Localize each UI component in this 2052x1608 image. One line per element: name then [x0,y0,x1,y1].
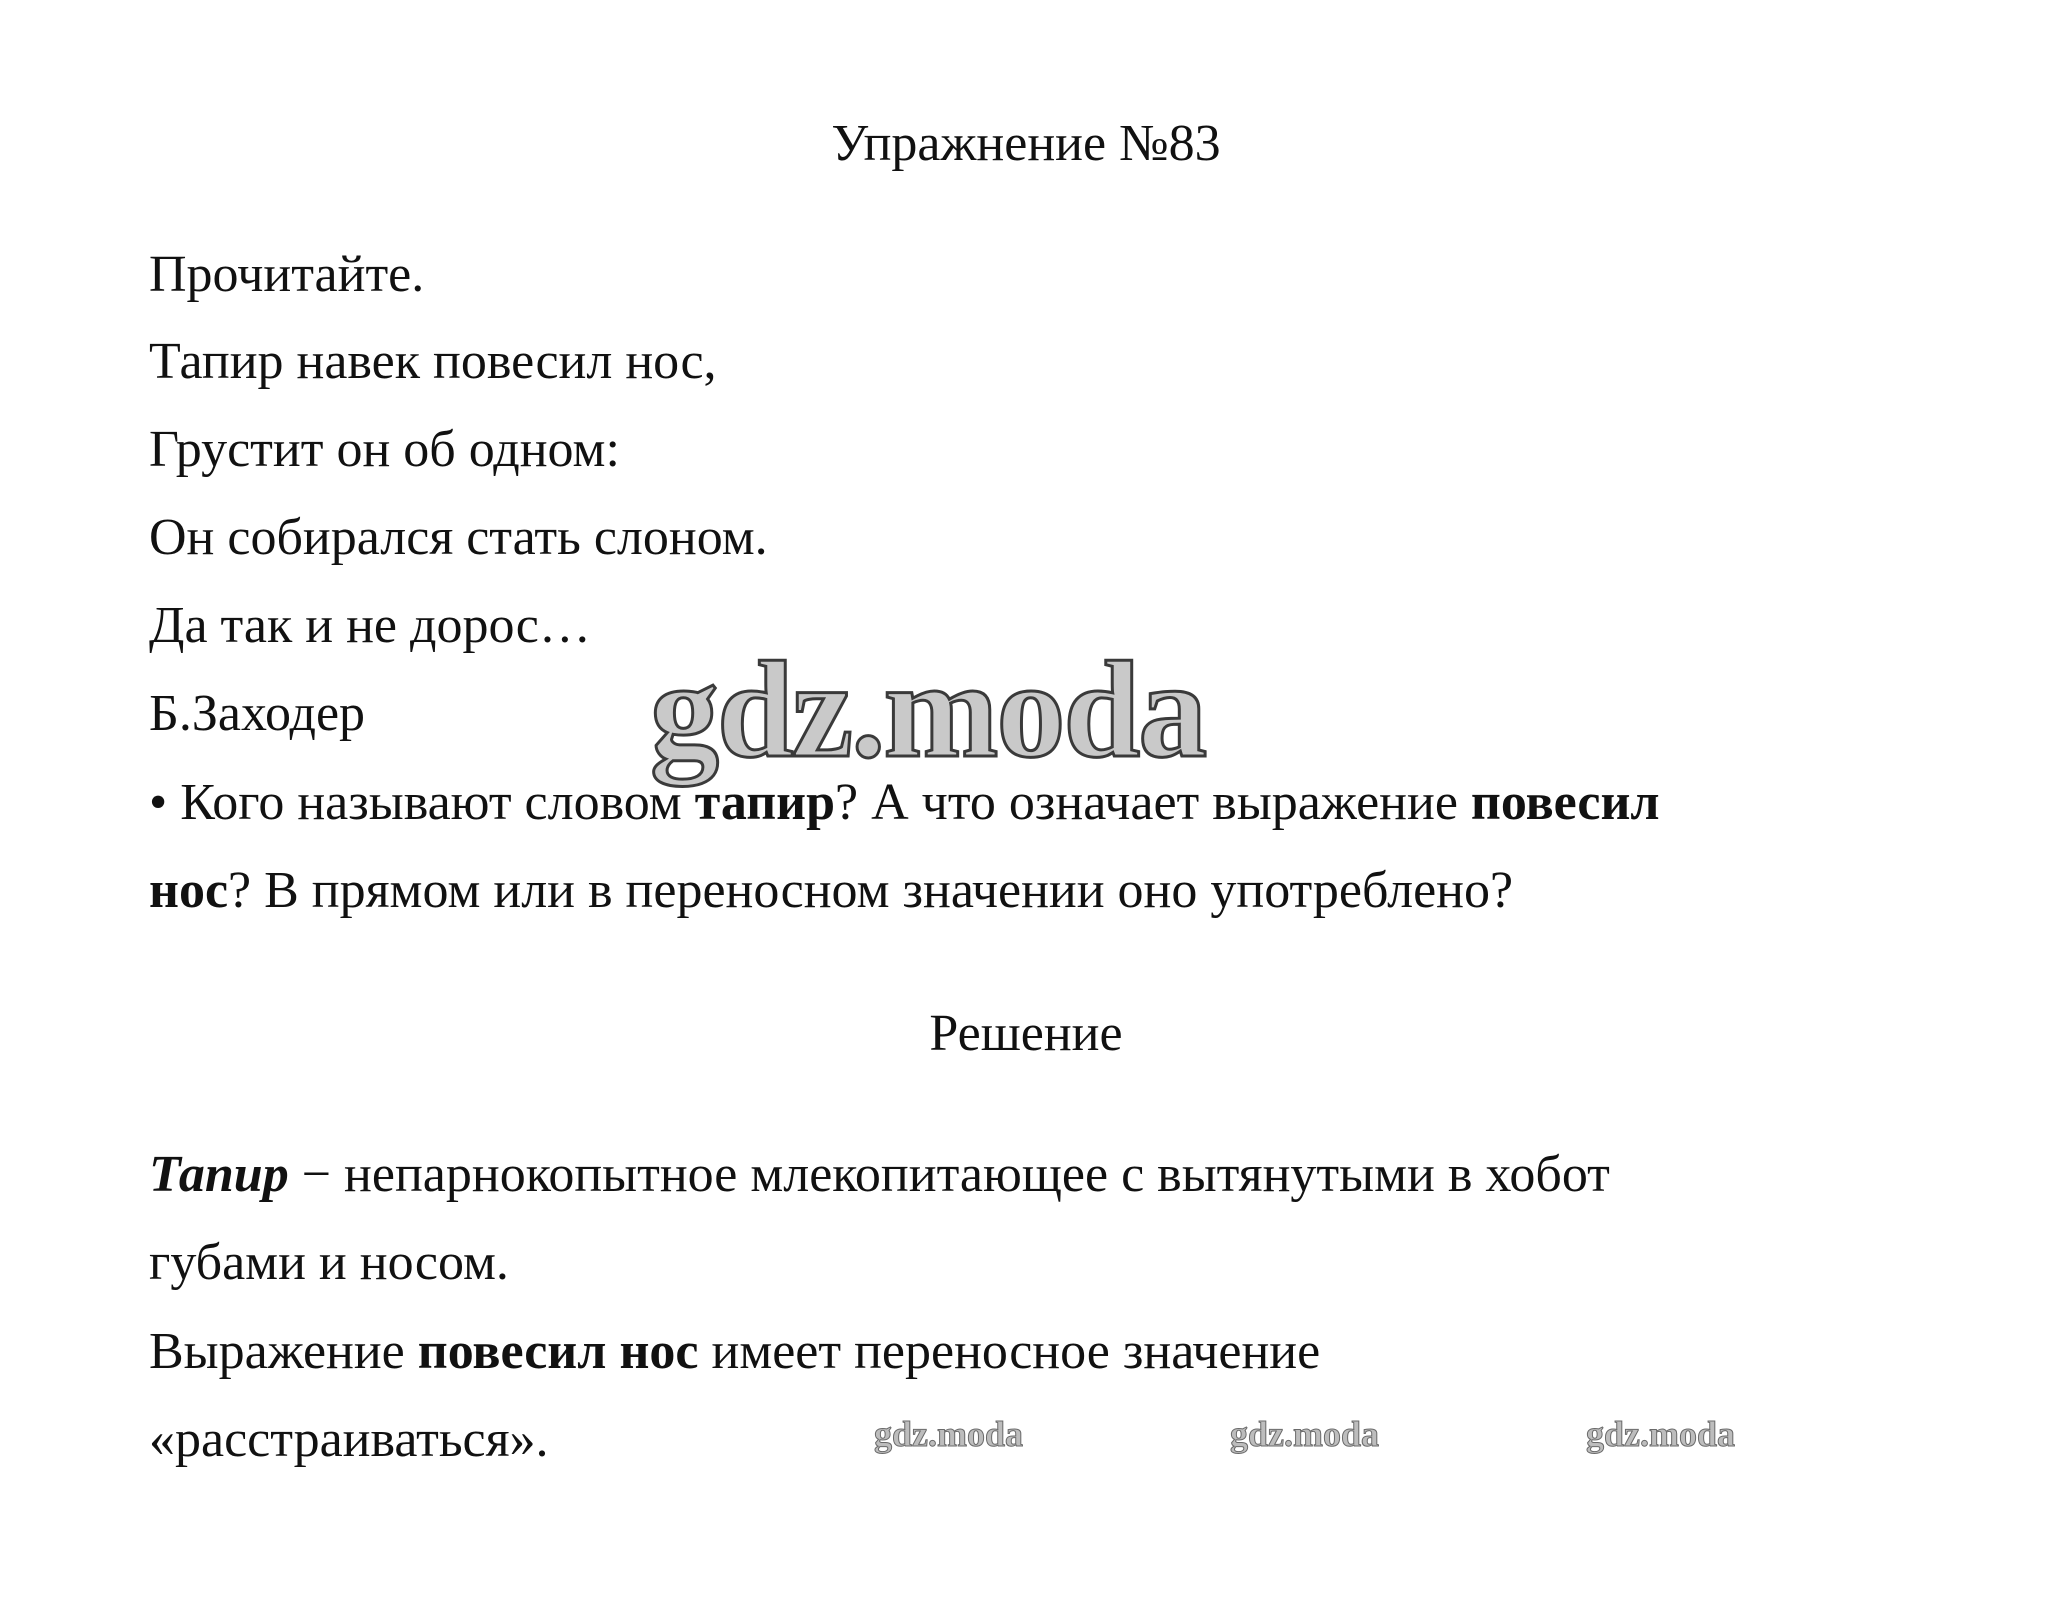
poem-line-1: Тапир навек повесил нос, [149,333,717,390]
expression-bold: повесил нос [417,1323,699,1380]
question-text: • Кого называют словом [149,774,695,831]
instruction-text: Прочитайте. [149,246,425,303]
question-term-tapir: тапир [694,774,836,831]
definition-line-1 [149,1143,1610,1207]
watermark-small: gdz.moda [874,1414,1024,1454]
question-text: ? А что означает выражение [835,774,1471,831]
question-expression: нос [149,862,229,919]
question-line-2 [149,859,1513,923]
definition-term: Тапир [149,1146,289,1203]
poem-line-2: Грустит он об одном: [149,421,620,478]
expression-text: имеет переносное значение [698,1323,1321,1380]
exercise-title: Упражнение №83 [831,115,1221,172]
expression-line-1 [149,1320,1320,1384]
watermark-large: gdz.moda [650,633,1206,786]
question-text: ? В прямом или в переносном значении оно употреблено? [228,862,1514,919]
question-expression: повесил [1470,774,1660,831]
watermark-small: gdz.moda [1586,1414,1736,1454]
poem-line-3: Он собирался стать слоном. [149,509,768,566]
definition-line-2: губами и носом. [149,1234,509,1291]
watermark-small: gdz.moda [1230,1414,1380,1454]
poem-author: Б.Заходер [149,685,366,742]
expression-line-2: «расстраиваться». [149,1411,549,1468]
solution-heading: Решение [929,1005,1123,1062]
definition-text: − непарнокопытное млекопитающее с вытянутыми в хобот [288,1146,1610,1203]
poem-line-4: Да так и не дорос… [149,597,591,654]
expression-text: Выражение [149,1323,418,1380]
